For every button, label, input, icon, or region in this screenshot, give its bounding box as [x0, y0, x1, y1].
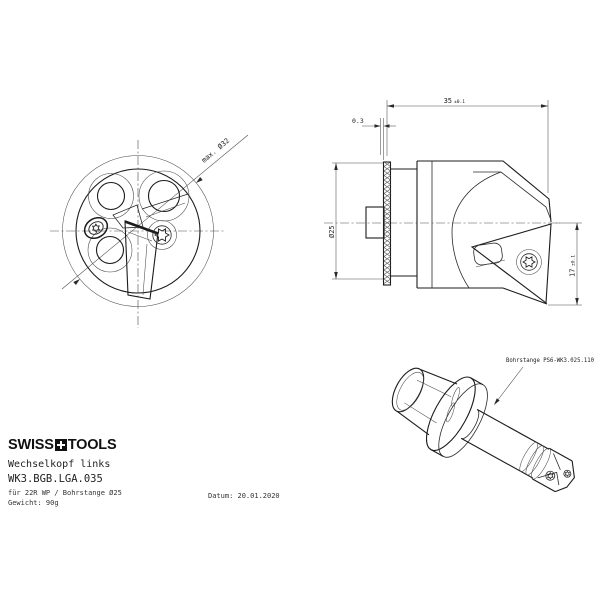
product-name: Wechselkopf links: [8, 459, 111, 470]
product-spec: für 22R WP / Bohrstange Ø25: [8, 489, 122, 497]
front-view: [50, 135, 248, 328]
dim-height-17: [548, 223, 582, 305]
title-block: [8, 437, 122, 507]
brand-logo-right: TOOLS: [67, 437, 117, 453]
iso-callout-label: Bohrstange PS6-WK3.025.110: [506, 356, 595, 364]
side-view: [324, 97, 582, 305]
front-diameter-dimension: [62, 135, 248, 289]
brand-logo-left: SWISS: [8, 437, 54, 453]
swiss-cross-icon: [55, 439, 67, 451]
side-neck: [391, 169, 418, 276]
iso-callout: [494, 356, 594, 405]
callout-arrow: [494, 398, 500, 405]
iso-view: [378, 348, 594, 517]
dim-offset-03: [352, 117, 396, 160]
brand-logo: [8, 437, 122, 453]
height-value-label: 17: [568, 268, 577, 277]
iso-boring-bar: [461, 410, 549, 479]
date-label: Datum: 20.01.2020: [208, 492, 280, 500]
length-tol-label: ±0.1: [454, 100, 466, 105]
front-insert-blade: [125, 221, 158, 299]
iso-flange: [417, 370, 497, 464]
side-pin: [366, 207, 384, 238]
side-torx-screw: [517, 250, 542, 275]
iso-cutting-head: [528, 446, 581, 496]
side-clamp: [473, 242, 505, 267]
front-diameter-label: max. Ø32: [200, 136, 232, 165]
dim-diameter-25: [328, 163, 383, 279]
iso-shank: [383, 359, 457, 435]
side-body: [417, 161, 551, 304]
height-tol-label: ±0.1: [571, 254, 577, 266]
product-weight: Gewicht: 90g: [8, 499, 59, 507]
diameter-label: Ø25: [328, 225, 336, 238]
length-value-label: 35: [443, 97, 452, 105]
front-torx-screw: [148, 221, 177, 250]
product-code: WK3.BGB.LGA.035: [8, 473, 103, 485]
offset-label: 0.3: [352, 117, 364, 125]
hole-top-left: [89, 174, 134, 219]
